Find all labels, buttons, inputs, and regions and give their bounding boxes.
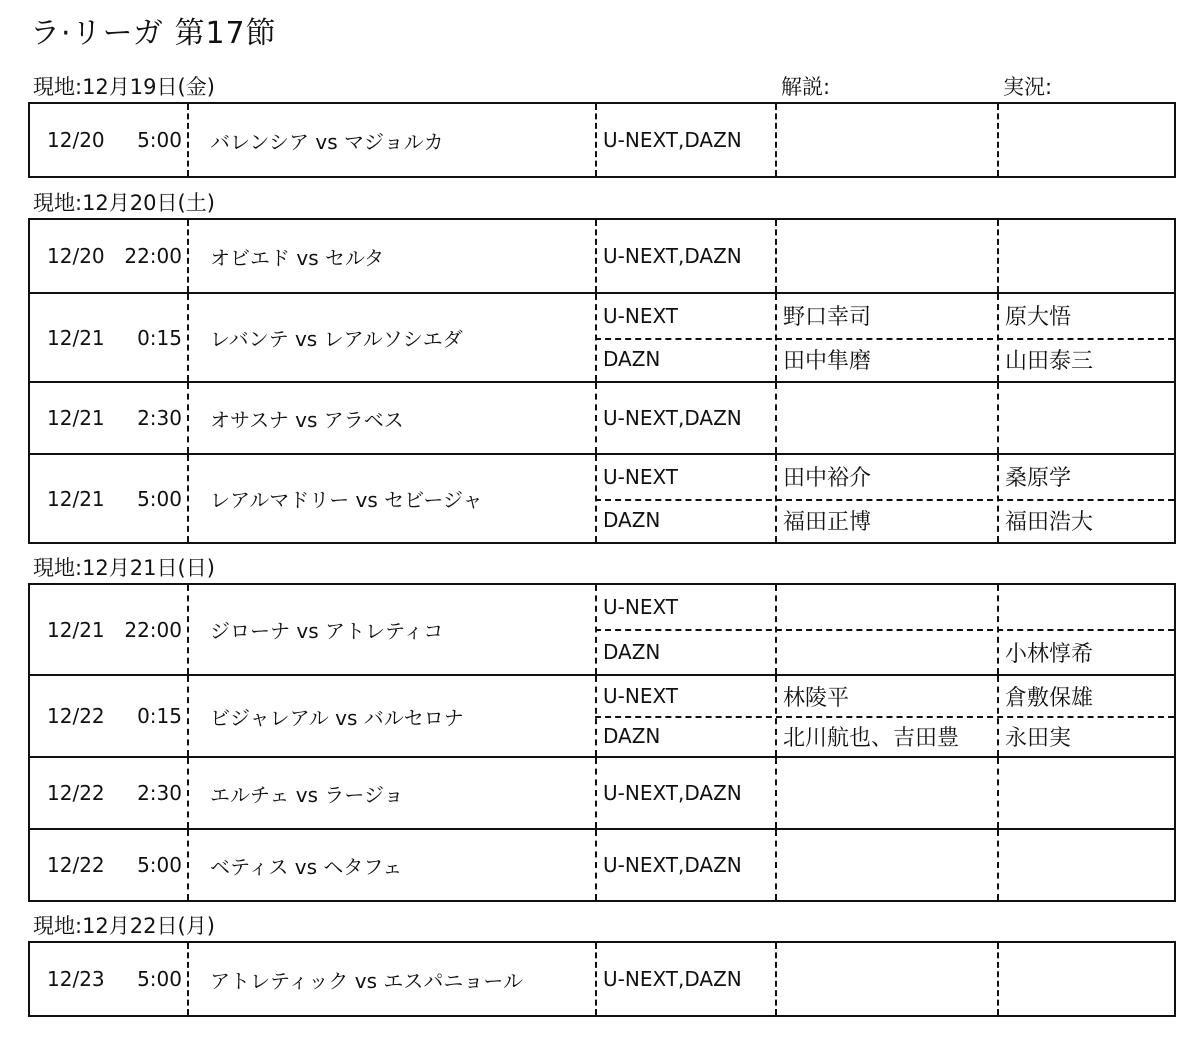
match-teams: ジローナ vs アトレティコ — [210, 619, 444, 643]
commentator-name: 福田正博 — [783, 509, 872, 535]
column-divider — [187, 943, 189, 1015]
broadcaster: DAZN — [603, 347, 661, 372]
match-time: 22:00 — [124, 244, 182, 268]
match-time: 0:15 — [137, 325, 182, 350]
match-teams: ベティス vs ヘタフェ — [210, 854, 403, 879]
column-divider — [775, 830, 777, 900]
commentator-name: 野口幸司 — [783, 305, 872, 331]
match-teams: アトレティック vs エスパニョール — [210, 968, 523, 993]
match-time: 0:15 — [137, 704, 182, 728]
day-section — [0, 553, 1200, 902]
announcer-name: 福田浩大 — [1005, 509, 1094, 535]
broadcaster: U-NEXT,DAZN — [603, 128, 742, 152]
match-date: 12/21 — [47, 617, 105, 642]
broadcast-subrow — [595, 585, 1174, 631]
broadcaster: U-NEXT — [603, 594, 679, 619]
section-date: 現地:12月21日(日) — [33, 556, 215, 580]
match-time: 5:00 — [137, 967, 182, 991]
commentator-name: 田中隼磨 — [783, 348, 872, 374]
section-header — [0, 188, 1200, 218]
playbyplay-header: 実況: — [1003, 75, 1053, 99]
column-divider — [595, 220, 597, 292]
column-divider — [595, 830, 597, 900]
broadcast-subrow — [595, 499, 1174, 543]
match-row — [30, 828, 1174, 900]
match-date: 12/21 — [47, 406, 105, 430]
broadcast-subrow — [595, 455, 1174, 501]
commentator-name: 田中裕介 — [783, 466, 872, 492]
column-divider — [187, 294, 189, 381]
section-date: 現地:12月20日(土) — [33, 191, 215, 215]
column-divider — [775, 943, 777, 1015]
match-teams: レアルマドリー vs セビージャ — [210, 488, 483, 512]
broadcast-subrow — [595, 676, 1174, 718]
match-row — [30, 943, 1174, 1015]
broadcaster: U-NEXT,DAZN — [603, 244, 742, 268]
match-date: 12/23 — [47, 967, 105, 991]
page-title: ラ·リーガ 第17節 — [30, 16, 277, 51]
match-table — [28, 218, 1176, 544]
day-section — [0, 72, 1200, 178]
match-time: 5:00 — [137, 853, 182, 877]
match-table — [28, 102, 1176, 178]
broadcaster: DAZN — [603, 724, 661, 748]
column-divider — [997, 104, 999, 176]
match-row — [30, 585, 1174, 674]
column-divider — [997, 943, 999, 1015]
column-divider — [595, 104, 597, 176]
broadcaster: U-NEXT,DAZN — [603, 406, 742, 430]
match-teams: レバンテ vs レアルソシエダ — [210, 327, 463, 351]
column-divider — [997, 220, 999, 292]
match-row — [30, 220, 1174, 292]
match-date: 12/20 — [47, 244, 105, 268]
match-date: 12/20 — [47, 128, 105, 152]
column-divider — [997, 383, 999, 453]
announcer-name: 倉敷保雄 — [1005, 685, 1094, 711]
column-divider — [187, 220, 189, 292]
column-divider — [187, 758, 189, 828]
match-row — [30, 104, 1174, 176]
broadcast-subrow — [595, 294, 1174, 340]
announcer-name: 山田泰三 — [1005, 348, 1094, 374]
broadcaster: U-NEXT,DAZN — [603, 781, 742, 805]
match-teams: オビエド vs セルタ — [210, 245, 385, 270]
column-divider — [997, 758, 999, 828]
section-date: 現地:12月22日(月) — [33, 914, 215, 938]
section-date: 現地:12月19日(金) — [33, 75, 215, 99]
match-teams: エルチェ vs ラージョ — [210, 782, 404, 807]
column-divider — [595, 943, 597, 1015]
column-divider — [187, 383, 189, 453]
match-teams: ビジャレアル vs バルセロナ — [210, 705, 464, 730]
column-divider — [187, 830, 189, 900]
match-table — [28, 583, 1176, 902]
broadcast-subrow — [595, 716, 1174, 756]
broadcaster: DAZN — [603, 640, 661, 665]
broadcaster: U-NEXT,DAZN — [603, 853, 742, 877]
announcer-name: 桑原学 — [1005, 466, 1072, 492]
match-row — [30, 756, 1174, 828]
broadcaster: U-NEXT,DAZN — [603, 967, 742, 991]
announcer-name: 原大悟 — [1005, 305, 1072, 331]
match-date: 12/22 — [47, 704, 105, 728]
broadcast-subrow — [595, 631, 1174, 675]
section-header — [0, 553, 1200, 583]
commentator-name: 北川航也、吉田豊 — [783, 725, 960, 751]
match-date: 12/21 — [47, 486, 105, 511]
broadcaster: U-NEXT — [603, 303, 679, 328]
broadcaster: DAZN — [603, 508, 661, 533]
broadcast-subrow — [595, 338, 1174, 382]
column-divider — [775, 383, 777, 453]
column-divider — [775, 758, 777, 828]
column-divider — [187, 585, 189, 674]
match-teams: オサスナ vs アラベス — [210, 407, 404, 432]
column-divider — [595, 383, 597, 453]
column-divider — [187, 455, 189, 542]
match-row — [30, 674, 1174, 756]
match-time: 2:30 — [137, 406, 182, 430]
day-section — [0, 911, 1200, 1017]
match-date: 12/22 — [47, 853, 105, 877]
day-section — [0, 188, 1200, 544]
broadcaster: U-NEXT — [603, 684, 679, 708]
match-row — [30, 292, 1174, 381]
broadcaster: U-NEXT — [603, 464, 679, 489]
match-time: 5:00 — [137, 486, 182, 511]
match-teams: バレンシア vs マジョルカ — [210, 129, 444, 154]
match-row — [30, 381, 1174, 453]
column-divider — [775, 220, 777, 292]
match-table — [28, 941, 1176, 1017]
column-divider — [595, 758, 597, 828]
match-date: 12/21 — [47, 325, 105, 350]
column-divider — [187, 104, 189, 176]
column-divider — [187, 676, 189, 756]
match-time: 5:00 — [137, 128, 182, 152]
column-divider — [997, 830, 999, 900]
commentary-header: 解説: — [781, 75, 831, 99]
column-divider — [775, 104, 777, 176]
match-row — [30, 453, 1174, 542]
match-time: 22:00 — [124, 617, 182, 642]
match-date: 12/22 — [47, 781, 105, 805]
match-time: 2:30 — [137, 781, 182, 805]
announcer-name: 小林惇希 — [1005, 641, 1094, 667]
section-header — [0, 72, 1200, 102]
section-header — [0, 911, 1200, 941]
commentator-name: 林陵平 — [783, 685, 850, 711]
announcer-name: 永田実 — [1005, 725, 1072, 751]
